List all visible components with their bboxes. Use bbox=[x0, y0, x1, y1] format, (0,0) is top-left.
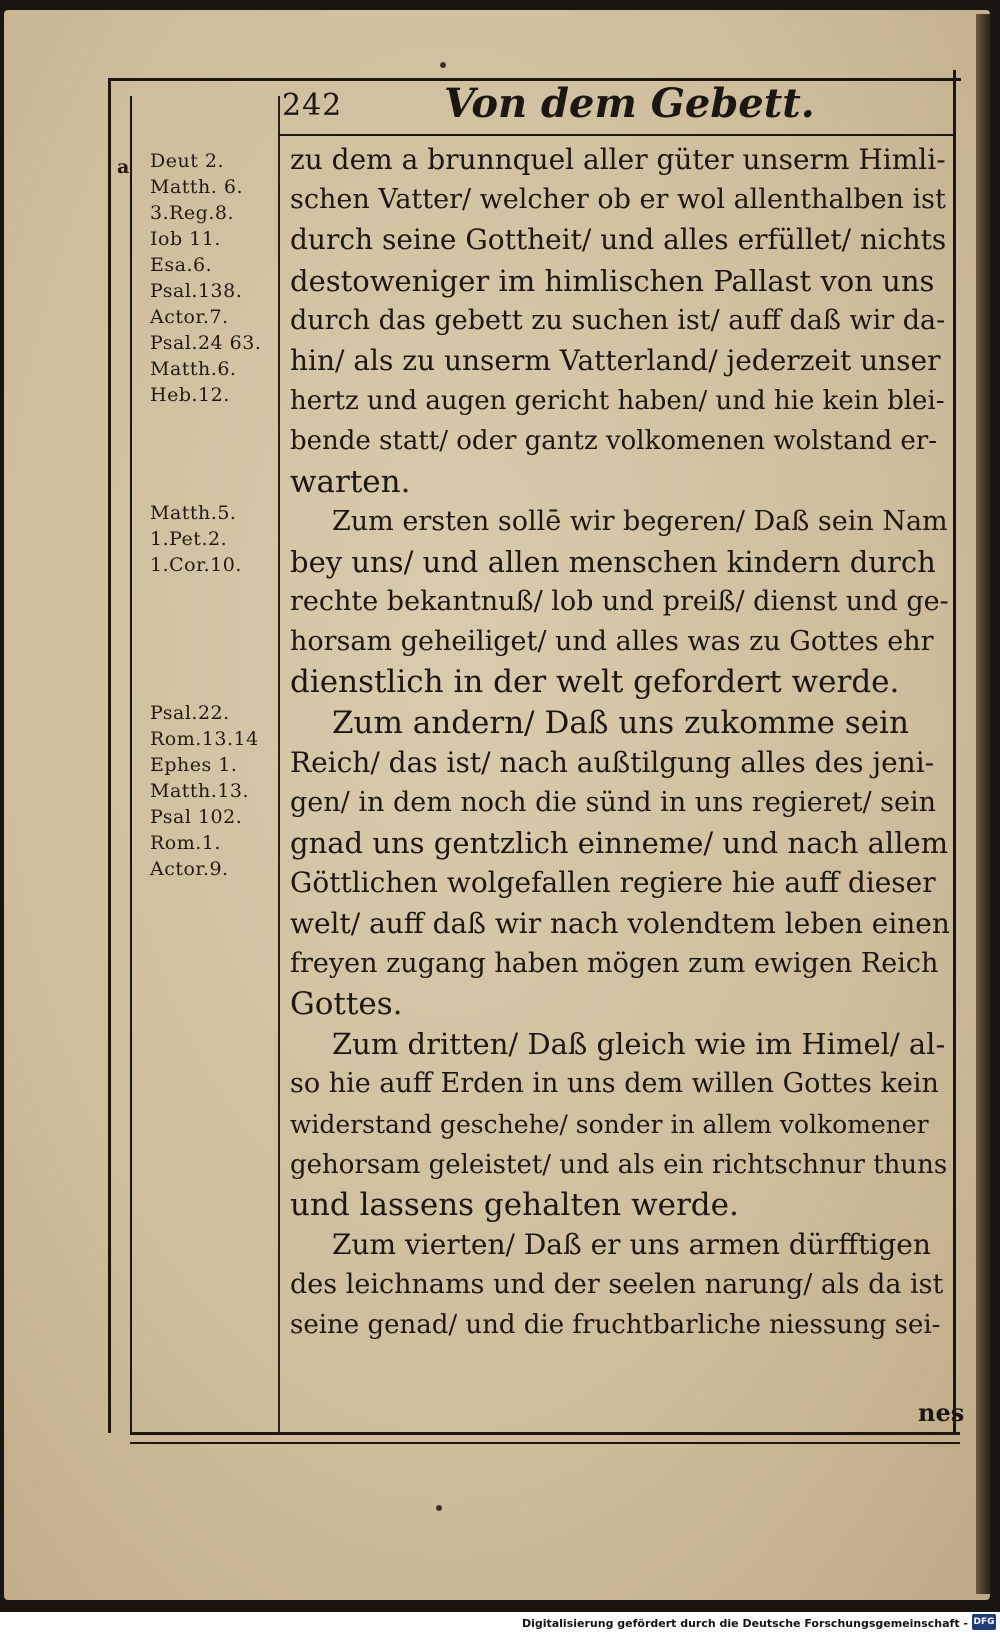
text-line: welt/ auff daß wir nach volendtem leben einen bbox=[290, 906, 950, 940]
text-line: dienstlich in der welt gefordert werde. bbox=[290, 664, 900, 701]
page-edge bbox=[976, 14, 990, 1594]
margin-reference: Deut 2. bbox=[150, 150, 225, 172]
dfg-logo: DFG bbox=[972, 1614, 996, 1630]
margin-reference: Ephes 1. bbox=[150, 754, 238, 776]
paragraph-first-line: Zum dritten/ Daß gleich wie im Himel/ al- bbox=[332, 1027, 946, 1062]
margin-reference: Actor.9. bbox=[150, 858, 229, 880]
margin-reference: Esa.6. bbox=[150, 254, 213, 276]
margin-reference: Matth. 6. bbox=[150, 176, 243, 198]
text-line: freyen zugang haben mögen zum ewigen Reich bbox=[290, 947, 939, 979]
text-line: hin/ als zu unserm Vatterland/ jederzeit unser bbox=[290, 343, 941, 377]
text-line: und lassens gehalten werde. bbox=[290, 1186, 739, 1223]
digitization-credit: Digitalisierung gefördert durch die Deutsche Forschungsgemeinschaft - bbox=[521, 1617, 968, 1630]
margin-reference: Psal.24 63. bbox=[150, 332, 262, 354]
page-number: 242 bbox=[282, 88, 343, 123]
margin-reference: Iob 11. bbox=[150, 228, 221, 250]
page-speck bbox=[436, 1505, 442, 1511]
margin-reference: Heb.12. bbox=[150, 384, 230, 406]
text-line: hertz und augen gericht haben/ und hie kein blei- bbox=[290, 386, 945, 417]
text-line: rechte bekantnuß/ lob und preiß/ dienst und ge- bbox=[290, 586, 949, 618]
margin-reference: Psal 102. bbox=[150, 806, 243, 828]
text-line: horsam geheiliget/ und alles was zu Gottes ehr bbox=[290, 626, 934, 658]
margin-reference: Psal.138. bbox=[150, 280, 243, 302]
margin-reference: Matth.5. bbox=[150, 502, 237, 524]
margin-reference: Psal.22. bbox=[150, 702, 230, 724]
margin-reference: Rom.1. bbox=[150, 832, 221, 854]
text-line: Reich/ das ist/ nach außtilgung alles des jeni- bbox=[290, 745, 935, 779]
page-speck bbox=[440, 62, 446, 68]
margin-reference: Matth.6. bbox=[150, 358, 237, 380]
text-line: durch das gebett zu suchen ist/ auff daß wir da- bbox=[290, 304, 946, 336]
text-line: gehorsam geleistet/ und als ein richtschnur thuns bbox=[290, 1149, 948, 1180]
frame-bottom-rule-double bbox=[130, 1442, 960, 1444]
frame-right-rule bbox=[953, 70, 956, 1432]
text-line: Gottes. bbox=[290, 985, 403, 1022]
text-line: so hie auff Erden in uns dem willen Gottes kein bbox=[290, 1068, 939, 1100]
text-line: widerstand geschehe/ sonder in allem volkomener bbox=[290, 1109, 929, 1139]
text-line: warten. bbox=[290, 463, 411, 500]
margin-reference: 3.Reg.8. bbox=[150, 202, 235, 224]
margin-reference: 1.Pet.2. bbox=[150, 528, 228, 550]
column-rule bbox=[278, 96, 280, 1432]
paragraph-first-line: Zum ersten sollē wir begeren/ Daß sein Nam bbox=[332, 505, 948, 537]
margin-reference: Rom.13.14 bbox=[150, 728, 259, 750]
text-line: seine genad/ und die fruchtbarliche niessung sei- bbox=[290, 1310, 941, 1341]
running-head: Von dem Gebett. bbox=[444, 80, 815, 127]
margin-reference: Matth.13. bbox=[150, 780, 250, 802]
paragraph-first-line: Zum vierten/ Daß er uns armen dürfftigen bbox=[332, 1228, 931, 1262]
margin-reference: Actor.7. bbox=[150, 306, 229, 328]
text-line: destoweniger im himlischen Pallast von uns bbox=[290, 263, 935, 298]
margin-reference: 1.Cor.10. bbox=[150, 554, 242, 576]
paragraph-first-line: Zum andern/ Daß uns zukomme sein bbox=[332, 704, 909, 741]
text-line: gnad uns gentzlich einneme/ und nach allem bbox=[290, 826, 949, 861]
text-line: schen Vatter/ welcher ob er wol allenthalben ist bbox=[290, 184, 946, 216]
text-line: bey uns/ und allen menschen kindern durch bbox=[290, 544, 936, 579]
text-line: gen/ in dem noch die sünd in uns regieret/ sein bbox=[290, 787, 936, 818]
text-line: Göttlichen wolgefallen regiere hie auff dieser bbox=[290, 866, 936, 900]
text-line: des leichnams und der seelen narung/ als da ist bbox=[290, 1269, 944, 1301]
footnote-mark: a bbox=[117, 156, 130, 178]
frame-bottom-rule bbox=[130, 1432, 960, 1435]
text-line: bende statt/ oder gantz volkomenen wolstand er- bbox=[290, 426, 937, 457]
header-rule bbox=[278, 134, 954, 136]
catchword: nes bbox=[918, 1398, 965, 1427]
margin-rule bbox=[130, 96, 132, 1432]
body-text bbox=[290, 140, 950, 1346]
text-line: zu dem a brunnquel aller güter unserm Himli- bbox=[290, 143, 946, 176]
text-line: durch seine Gottheit/ und alles erfüllet/ nichts bbox=[290, 223, 947, 257]
